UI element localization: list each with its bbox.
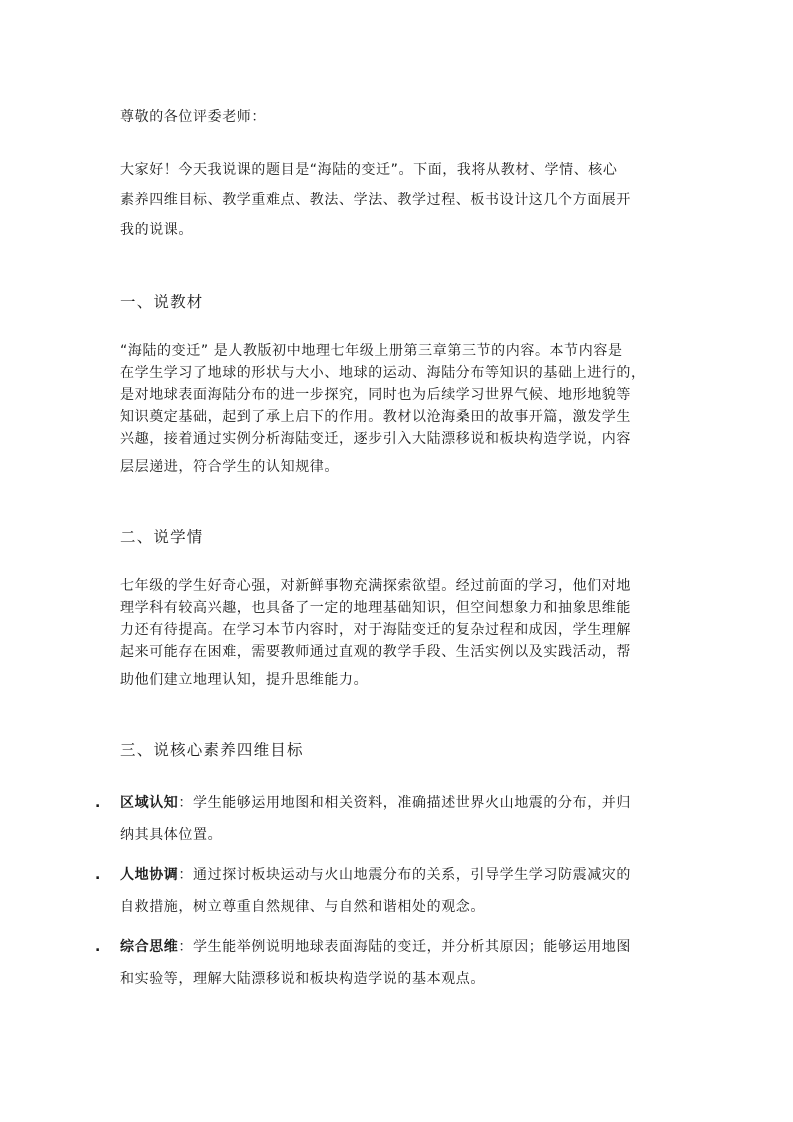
goal-text: ：学生能够运用地图和相关资料，准确描述世界火山地震的分布，并归 (178, 795, 632, 811)
goal-text: 和实验等，理解大陆漂移说和板块构造学说的基本观点。 (120, 971, 485, 987)
paragraph-line: 在学生学习了地球的形状与大小、地球的运动、海陆分布等知识的基础上进行的， (120, 365, 646, 381)
students-paragraph (120, 575, 676, 693)
paragraph-line: 理学科有较高兴趣，也具备了一定的地理基础知识，但空间想象力和抽象思维能 (120, 600, 631, 616)
goals-list (95, 787, 676, 995)
document-body (95, 102, 676, 1011)
intro-line: 大家好！今天我说课的题目是“海陆的变迁”。下面，我将从教材、学情、核心 (120, 162, 618, 178)
goal-item-integrated-thinking (95, 931, 676, 995)
goal-text: ：学生能举例说明地球表面海陆的变迁，并分析其原因；能够运用地图 (178, 939, 632, 955)
section-heading-goals: 三、说核心素养四维目标 (120, 741, 304, 759)
goal-item-human-land (95, 859, 676, 923)
bullet-marker: . (95, 795, 101, 811)
intro-line: 我的说课。 (120, 222, 193, 238)
intro-paragraph (120, 155, 676, 245)
goal-text: 纳其具体位置。 (120, 827, 223, 843)
bullet-marker: . (95, 867, 101, 883)
paragraph-line: 是对地球表面海陆分布的进一步探究，同时也为后续学习世界气候、地形地貌等 (120, 387, 631, 403)
goal-term: 综合思维 (120, 939, 179, 955)
section-heading-textbook: 一、说教材 (120, 293, 204, 311)
goal-item-region (95, 787, 676, 851)
goal-term: 人地协调 (120, 867, 179, 883)
paragraph-line: 助他们建立地理认知，提升思维能力。 (120, 672, 369, 688)
paragraph-line: 起来可能存在困难，需要教师通过直观的教学手段、生活实例以及实践活动，帮 (120, 644, 631, 660)
goal-term: 区域认知 (120, 795, 179, 811)
goal-text: ：通过探讨板块运动与火山地震分布的关系，引导学生学习防震减灾的 (178, 867, 632, 883)
paragraph-line: 七年级的学生好奇心强，对新鲜事物充满探索欲望。经过前面的学习，他们对地 (120, 578, 631, 594)
paragraph-line: 兴趣，接着通过实例分析海陆变迁，逐步引入大陆漂移说和板块构造学说，内容 (120, 431, 631, 447)
paragraph-line: “海陆的变迁” 是人教版初中地理七年级上册第三章第三节的内容。本节内容是 (120, 343, 623, 359)
paragraph-line: 知识奠定基础，起到了承上启下的作用。教材以沧海桑田的故事开篇，激发学生 (120, 409, 631, 425)
section-heading-students: 二、说学情 (120, 528, 204, 546)
bullet-marker: . (95, 939, 101, 955)
paragraph-line: 力还有待提高。在学习本节内容时，对于海陆变迁的复杂过程和成因，学生理解 (120, 622, 631, 638)
goal-text: 自救措施，树立尊重自然规律、与自然和谐相处的观念。 (120, 899, 485, 915)
paragraph-line: 层层递进，符合学生的认知规律。 (120, 459, 339, 475)
textbook-paragraph (120, 340, 676, 480)
greeting: 尊敬的各位评委老师： (120, 109, 266, 125)
intro-line: 素养四维目标、教学重难点、教法、学法、教学过程、板书设计这几个方面展开 (120, 192, 631, 208)
